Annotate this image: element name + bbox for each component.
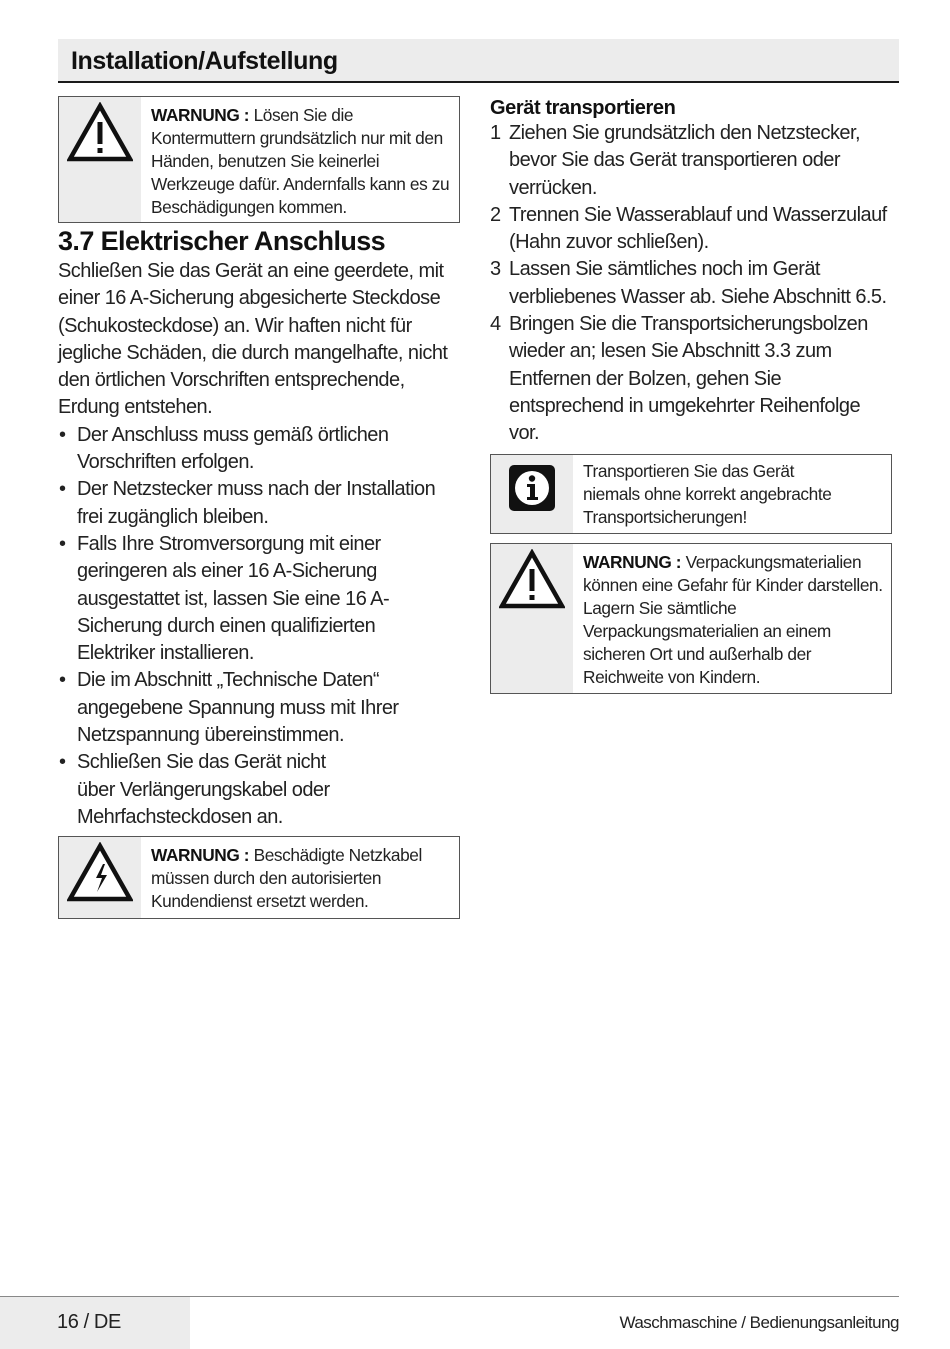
intro-paragraph: Schließen Sie das Gerät an eine geerdete, mit einer 16 A-Sicherung abgesicherte Steckdose (Schukosteckdose) an. Wir haften nicht für jegliche Schäden, die durch mangelhafte, nicht den örtlichen Vorschriften entsprechende, Erdung entstehen. — [58, 260, 448, 419]
section-title: 3.7 Elektrischer Anschluss — [58, 226, 386, 256]
list-item-text: Der Netzstecker muss nach der Installation frei zugänglich bleiben. — [77, 478, 436, 528]
list-item — [490, 311, 895, 447]
list-item — [490, 120, 895, 202]
info-text: Transportieren Sie das Gerät niemals ohne korrekt angebrachte Transportsicherungen! — [583, 460, 832, 527]
list-item-text: Der Anschluss muss gemäß örtlichen Vorschriften erfolgen. — [77, 423, 389, 474]
page-header — [58, 39, 899, 83]
warning-triangle-icon — [67, 102, 133, 162]
bullet-dot: • — [59, 423, 66, 446]
list-item — [490, 202, 895, 257]
step-text: Lassen Sie sämtliches noch im Gerät verbliebenes Wasser ab. Siehe Abschnitt 6.5. — [509, 258, 887, 308]
footer-page-block — [0, 1297, 190, 1349]
warning-label: WARNUNG : — [151, 105, 250, 125]
bullet-dot: • — [59, 532, 66, 555]
warning-box-power-cable — [58, 836, 460, 919]
document-title: Waschmaschine / Bedienungsanleitung — [619, 1313, 899, 1332]
info-box-transport — [490, 454, 892, 534]
warning-icon-cell — [491, 544, 573, 693]
warning-text — [141, 837, 459, 918]
warning-box-packaging — [490, 543, 892, 694]
bullet-dot: • — [59, 751, 66, 774]
step-number: 1 — [490, 122, 501, 144]
bullet-dot: • — [59, 478, 66, 501]
left-column — [58, 96, 460, 919]
list-item — [58, 531, 460, 667]
warning-triangle-icon — [499, 549, 565, 609]
list-item — [58, 422, 460, 477]
step-number: 3 — [490, 258, 501, 281]
warning-label: WARNUNG : — [583, 551, 682, 572]
page-footer — [0, 1296, 899, 1348]
list-item-text: Schließen Sie das Gerät nicht über Verlängerungskabel oder Mehrfachsteckdosen an. — [77, 751, 330, 828]
bullet-list — [58, 422, 460, 831]
list-item — [490, 256, 895, 311]
info-icon — [507, 463, 557, 513]
info-icon-cell — [491, 455, 573, 533]
warning-body: Beschädigte Netzkabel müssen durch den autorisierten Kundendienst ersetzt werden. — [151, 845, 422, 912]
list-item — [58, 667, 460, 749]
list-item-text: Falls Ihre Stromversorgung mit einer geringeren als einer 16 A-Sicherung ausgestattet ist, lassen Sie eine 16 A-Sicherung durch einen qualifizierten Elektriker installieren. — [77, 532, 390, 665]
step-text: Trennen Sie Wasserablauf und Wasserzulauf (Hahn zuvor schließen). — [509, 203, 887, 254]
step-text: Bringen Sie die Transportsicherungsbolzen wieder an; lesen Sie Abschnitt 3.3 zum Entfernen der Bolzen, gehen Sie entsprechend in umgekehrter Reihenfolge vor. — [509, 313, 868, 445]
warning-label: WARNUNG : — [151, 845, 250, 866]
list-item — [58, 476, 460, 531]
right-column — [490, 96, 895, 694]
steps-list — [490, 120, 895, 448]
warning-icon-cell — [59, 837, 141, 918]
step-text: Ziehen Sie grundsätzlich den Netzstecker, bevor Sie das Gerät transportieren oder verrücken. — [509, 122, 860, 199]
warning-icon-cell — [59, 97, 141, 222]
warning-text — [141, 97, 459, 222]
subsection-title: Gerät transportieren — [490, 97, 676, 119]
warning-body: Lösen Sie die Kontermuttern grundsätzlich nur mit den Händen, benutzen Sie keinerlei Werkzeuge dafür. Andernfalls kann es zu Beschädigungen kommen. — [151, 105, 450, 217]
step-number: 4 — [490, 313, 501, 336]
step-number: 2 — [490, 203, 501, 226]
list-item — [58, 749, 460, 831]
warning-text — [573, 544, 891, 693]
page-title: Installation/Aufstellung — [71, 47, 338, 75]
warning-box-locknuts — [58, 96, 460, 223]
list-item-text: Die im Abschnitt „Technische Daten“ angegebene Spannung muss mit Ihrer Netzspannung übereinstimmen. — [77, 669, 399, 747]
page-number: 16 / DE — [57, 1311, 121, 1333]
warning-body: Verpackungsmaterialien können eine Gefahr für Kinder darstellen. Lagern Sie sämtliche Verpackungsmaterialien an einem sicheren Ort und außerhalb der Reichweite von Kindern. — [583, 551, 883, 687]
bullet-dot: • — [59, 669, 66, 692]
electric-shock-icon — [67, 842, 133, 902]
